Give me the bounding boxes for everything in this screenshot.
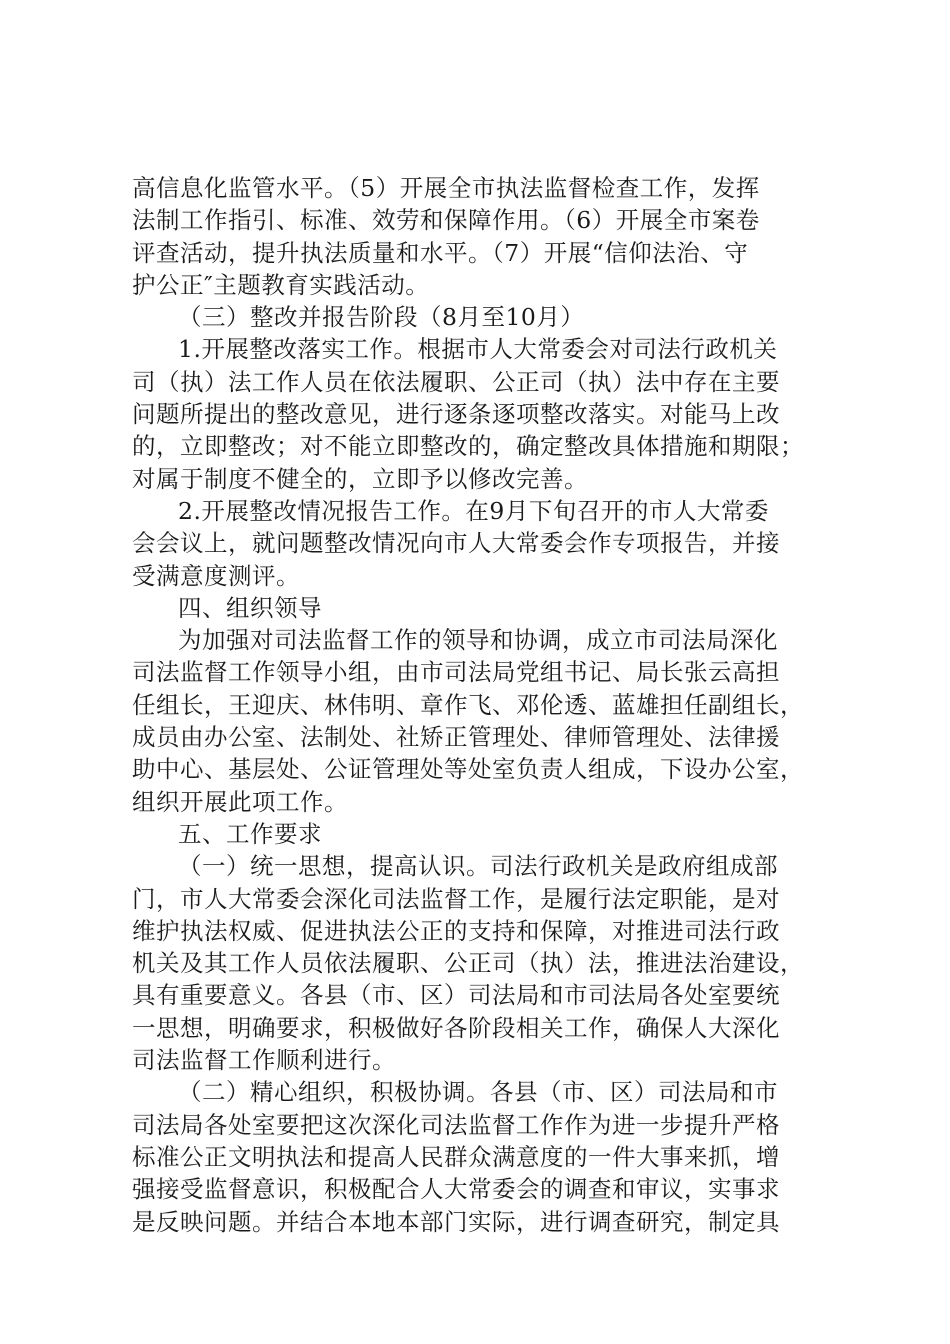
- document-body-text: [132, 172, 832, 1238]
- text-line: 四、组织领导: [178, 593, 322, 622]
- text-line: 受满意度测评。: [132, 561, 300, 590]
- text-line: 会会议上，就问题整改情况向市人大常委会作专项报告，并接: [132, 529, 780, 558]
- text-line: 一思想，明确要求，积极做好各阶段相关工作，确保人大深化: [132, 1013, 780, 1042]
- text-line: 司（执）法工作人员在依法履职、公正司（执）法中存在主要: [132, 367, 780, 396]
- text-line: 为加强对司法监督工作的领导和协调，成立市司法局深化: [178, 626, 778, 655]
- text-line: 2.开展整改情况报告工作。在9月下旬召开的市人大常委: [178, 496, 769, 525]
- text-line: 法制工作指引、标准、效劳和保障作用。（6）开展全市案卷: [132, 206, 760, 235]
- text-line: 对属于制度不健全的，立即予以修改完善。: [132, 464, 588, 493]
- text-line: 成员由办公室、法制处、社矫正管理处、律师管理处、法律援: [132, 723, 780, 752]
- text-line: 标准公正文明执法和提高人民群众满意度的一件大事来抓，增: [132, 1142, 780, 1171]
- text-line: 具有重要意义。各县（市、区）司法局和市司法局各处室要统: [132, 981, 780, 1010]
- text-line: （三）整改并报告阶段（8月至10月）: [178, 303, 585, 332]
- text-line: 司法监督工作顺利进行。: [132, 1046, 396, 1075]
- text-line: 五、工作要求: [178, 819, 322, 848]
- text-line: 的，立即整改；对不能立即整改的，确定整改具体措施和期限；: [132, 432, 804, 461]
- text-line: 维护执法权威、促进执法公正的支持和保障，对推进司法行政: [132, 916, 780, 945]
- text-line: 评查活动，提升执法质量和水平。（7）开展“信仰法治、守: [132, 238, 749, 267]
- text-line: （一）统一思想，提高认识。司法行政机关是政府组成部: [178, 852, 778, 881]
- text-line: 门，市人大常委会深化司法监督工作，是履行法定职能，是对: [132, 884, 780, 913]
- text-line: 强接受监督意识，积极配合人大常委会的调查和审议，实事求: [132, 1175, 780, 1204]
- text-line: 助中心、基层处、公证管理处等处室负责人组成，下设办公室，: [132, 755, 804, 784]
- text-line: 组织开展此项工作。: [132, 787, 348, 816]
- text-line: 机关及其工作人员依法履职、公正司（执）法，推进法治建设，: [132, 949, 804, 978]
- text-line: 司法监督工作领导小组，由市司法局党组书记、局长张云高担: [132, 658, 780, 687]
- text-line: 任组长，王迎庆、林伟明、章作飞、邓伦透、蓝雄担任副组长，: [132, 690, 804, 719]
- text-line: （二）精心组织，积极协调。各县（市、区）司法局和市: [178, 1078, 778, 1107]
- text-line: 问题所提出的整改意见，进行逐条逐项整改落实。对能马上改: [132, 400, 780, 429]
- text-line: 护公正″主题教育实践活动。: [132, 270, 430, 299]
- text-line: 高信息化监管水平。（5）开展全市执法监督检查工作，发挥: [132, 174, 760, 202]
- text-line: 1.开展整改落实工作。根据市人大常委会对司法行政机关: [178, 335, 778, 364]
- text-line: 是反映问题。并结合本地本部门实际，进行调查研究，制定具: [132, 1207, 780, 1236]
- text-line: 司法局各处室要把这次深化司法监督工作作为进一步提升严格: [132, 1110, 780, 1139]
